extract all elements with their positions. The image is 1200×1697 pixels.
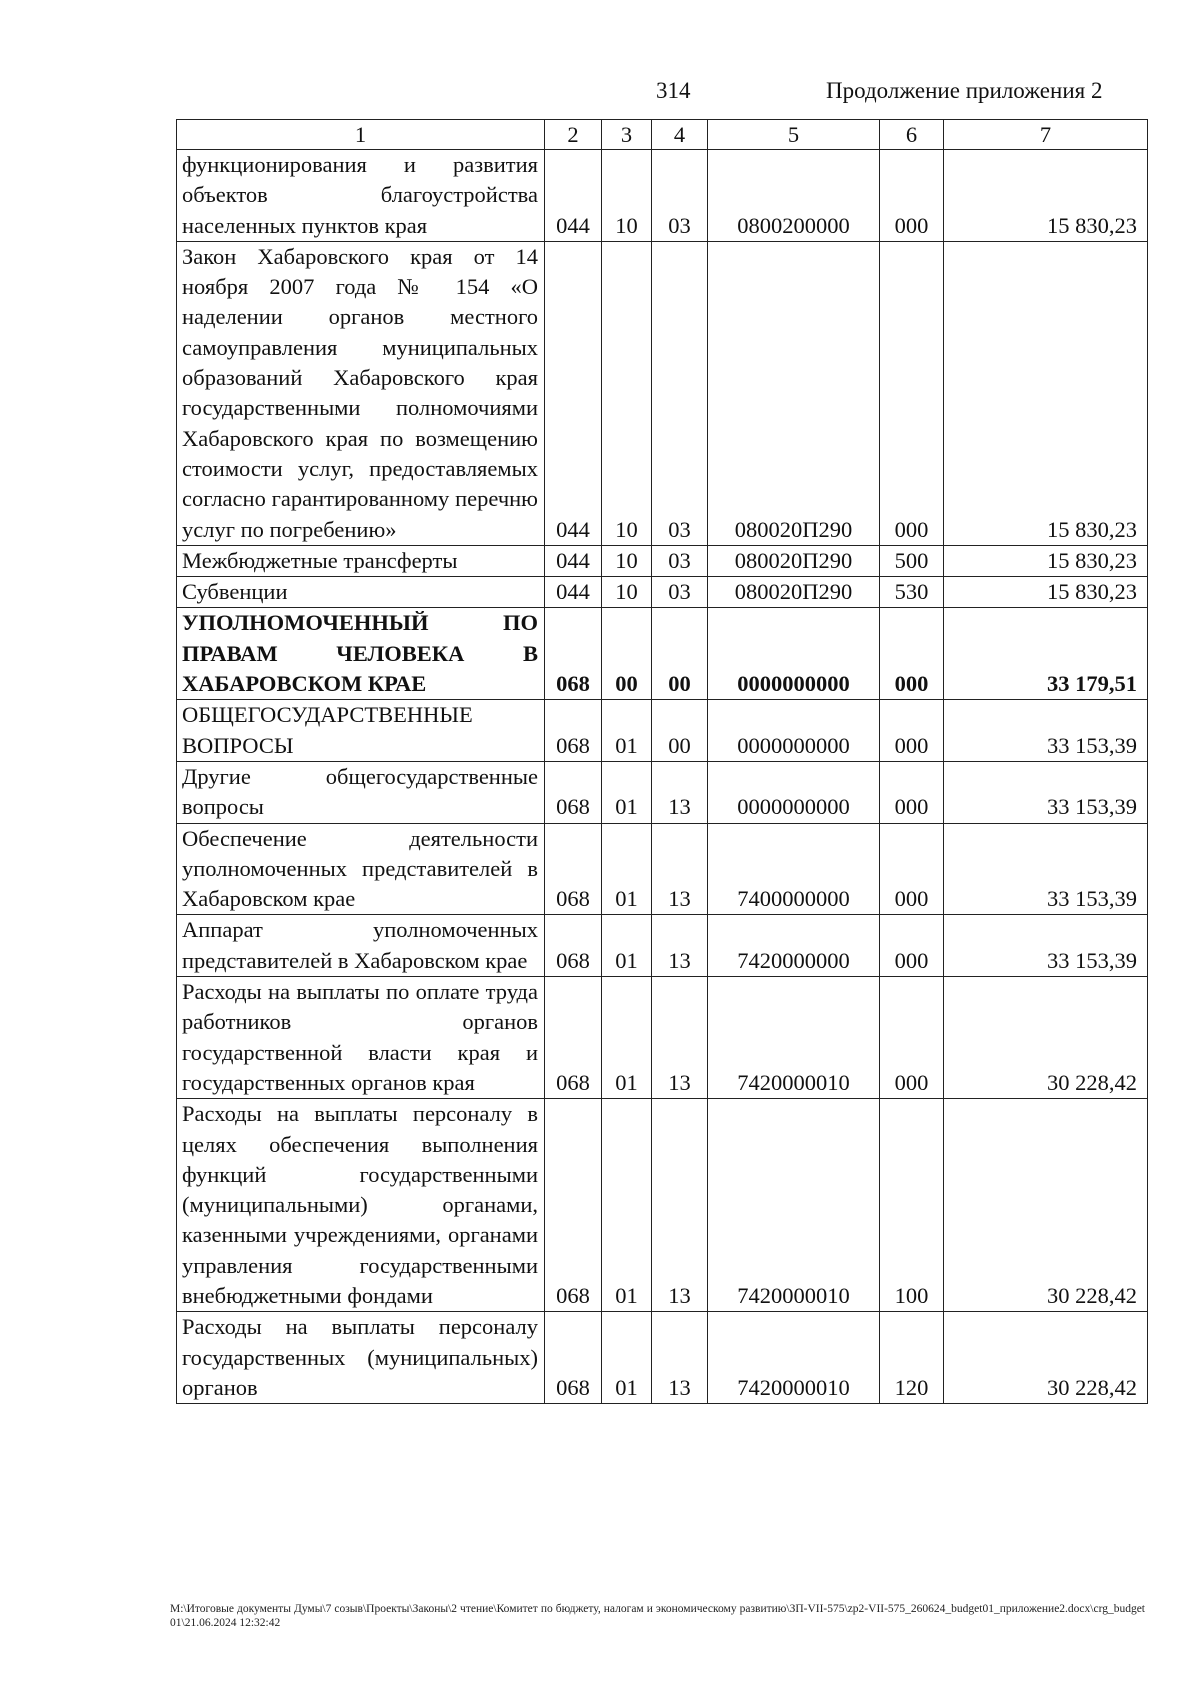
table-row xyxy=(177,823,1148,915)
ved-code: 068 xyxy=(545,1312,602,1404)
section-code: 10 xyxy=(602,150,652,242)
table-row xyxy=(177,545,1148,576)
subsection-code: 03 xyxy=(652,545,708,576)
table-row xyxy=(177,1312,1148,1404)
section-code: 01 xyxy=(602,977,652,1099)
section-code: 01 xyxy=(602,915,652,977)
amount: 33 153,39 xyxy=(944,761,1148,823)
row-name: Другие общегосударственные вопросы xyxy=(177,761,545,823)
target-article-code: 7420000010 xyxy=(708,1312,880,1404)
section-code: 01 xyxy=(602,1099,652,1312)
expense-type-code: 000 xyxy=(880,150,944,242)
row-name: функционирования и развития объектов благоустройства населенных пунктов края xyxy=(177,150,545,242)
table-row xyxy=(177,977,1148,1099)
column-header-row xyxy=(177,120,1148,150)
row-name: Расходы на выплаты по оплате труда работников органов государственной власти края и государственных органов края xyxy=(177,977,545,1099)
amount: 33 153,39 xyxy=(944,915,1148,977)
table-row xyxy=(177,577,1148,608)
target-article-code: 7420000000 xyxy=(708,915,880,977)
subsection-code: 00 xyxy=(652,608,708,700)
expense-type-code: 000 xyxy=(880,761,944,823)
expense-type-code: 100 xyxy=(880,1099,944,1312)
amount: 30 228,42 xyxy=(944,977,1148,1099)
amount: 33 153,39 xyxy=(944,823,1148,915)
column-header: 4 xyxy=(652,120,708,150)
section-code: 01 xyxy=(602,1312,652,1404)
ved-code: 044 xyxy=(545,545,602,576)
ved-code: 044 xyxy=(545,241,602,545)
expense-type-code: 000 xyxy=(880,915,944,977)
expense-type-code: 120 xyxy=(880,1312,944,1404)
table-row xyxy=(177,1099,1148,1312)
target-article-code: 7420000010 xyxy=(708,1099,880,1312)
column-header: 5 xyxy=(708,120,880,150)
expense-type-code: 000 xyxy=(880,700,944,762)
row-name: ОБЩЕГОСУДАРСТВЕННЫЕ ВОПРОСЫ xyxy=(177,700,545,762)
continuation-label: Продолжение приложения 2 xyxy=(826,78,1103,103)
subsection-code: 03 xyxy=(652,241,708,545)
table-row xyxy=(177,761,1148,823)
ved-code: 068 xyxy=(545,700,602,762)
subsection-code: 13 xyxy=(652,1312,708,1404)
target-article-code: 0800200000 xyxy=(708,150,880,242)
table-row-department xyxy=(177,608,1148,700)
subsection-code: 13 xyxy=(652,761,708,823)
column-header: 2 xyxy=(545,120,602,150)
target-article-code: 080020П290 xyxy=(708,545,880,576)
subsection-code: 03 xyxy=(652,150,708,242)
target-article-code: 080020П290 xyxy=(708,577,880,608)
subsection-code: 00 xyxy=(652,700,708,762)
target-article-code: 7400000000 xyxy=(708,823,880,915)
budget-table xyxy=(176,119,1148,1404)
ved-code: 068 xyxy=(545,761,602,823)
amount: 30 228,42 xyxy=(944,1099,1148,1312)
table-row xyxy=(177,915,1148,977)
ved-code: 044 xyxy=(545,577,602,608)
ved-code: 068 xyxy=(545,823,602,915)
expense-type-code: 000 xyxy=(880,241,944,545)
table-row xyxy=(177,150,1148,242)
amount: 15 830,23 xyxy=(944,241,1148,545)
section-code: 10 xyxy=(602,241,652,545)
section-code: 00 xyxy=(602,608,652,700)
target-article-code: 0000000000 xyxy=(708,761,880,823)
ved-code: 068 xyxy=(545,915,602,977)
expense-type-code: 500 xyxy=(880,545,944,576)
row-name: Межбюджетные трансферты xyxy=(177,545,545,576)
amount: 33 179,51 xyxy=(944,608,1148,700)
expense-type-code: 000 xyxy=(880,977,944,1099)
target-article-code: 7420000010 xyxy=(708,977,880,1099)
expense-type-code: 530 xyxy=(880,577,944,608)
subsection-code: 13 xyxy=(652,1099,708,1312)
row-name: Расходы на выплаты персоналу государственных (муниципальных) органов xyxy=(177,1312,545,1404)
amount: 33 153,39 xyxy=(944,700,1148,762)
table-row xyxy=(177,700,1148,762)
amount: 15 830,23 xyxy=(944,577,1148,608)
column-header: 7 xyxy=(944,120,1148,150)
amount: 15 830,23 xyxy=(944,545,1148,576)
page-number: 314 xyxy=(656,78,691,103)
section-code: 01 xyxy=(602,761,652,823)
ved-code: 068 xyxy=(545,1099,602,1312)
section-code: 01 xyxy=(602,823,652,915)
row-name: Закон Хабаровского края от 14 ноября 2007 года № 154 «О наделении органов местного самоуправления муниципальных образований Хабаровского края государственными полномочиями Хабаровского края по возмещению стоимости услуг, предоставляемых согласно гарантированному перечню услуг по погребению» xyxy=(177,241,545,545)
target-article-code: 0000000000 xyxy=(708,608,880,700)
column-header: 3 xyxy=(602,120,652,150)
expense-type-code: 000 xyxy=(880,608,944,700)
document-file-path: М:\Итоговые документы Думы\7 созыв\Проекты\Законы\2 чтение\Комитет по бюджету, налогам и экономическому развитию\ЗП-VII-575\zp2-VII-575_260624_budget01_приложение2.docx\crg_budget01\21.06.2024 12:32:42 xyxy=(170,1603,1145,1629)
amount: 30 228,42 xyxy=(944,1312,1148,1404)
section-code: 10 xyxy=(602,545,652,576)
row-name: УПОЛНОМОЧЕННЫЙ ПО ПРАВАМ ЧЕЛОВЕКА В ХАБАРОВСКОМ КРАЕ xyxy=(177,608,545,700)
ved-code: 068 xyxy=(545,608,602,700)
amount: 15 830,23 xyxy=(944,150,1148,242)
section-code: 01 xyxy=(602,700,652,762)
row-name: Расходы на выплаты персоналу в целях обеспечения выполнения функций государственными (муниципальными) органами, казенными учреждениями, органами управления государственными внебюджетными фондами xyxy=(177,1099,545,1312)
expense-type-code: 000 xyxy=(880,823,944,915)
column-header: 1 xyxy=(177,120,545,150)
section-code: 10 xyxy=(602,577,652,608)
subsection-code: 03 xyxy=(652,577,708,608)
subsection-code: 13 xyxy=(652,977,708,1099)
table-row xyxy=(177,241,1148,545)
row-name: Обеспечение деятельности уполномоченных представителей в Хабаровском крае xyxy=(177,823,545,915)
ved-code: 068 xyxy=(545,977,602,1099)
ved-code: 044 xyxy=(545,150,602,242)
row-name: Субвенции xyxy=(177,577,545,608)
target-article-code: 080020П290 xyxy=(708,241,880,545)
target-article-code: 0000000000 xyxy=(708,700,880,762)
row-name: Аппарат уполномоченных представителей в Хабаровском крае xyxy=(177,915,545,977)
column-header: 6 xyxy=(880,120,944,150)
subsection-code: 13 xyxy=(652,823,708,915)
subsection-code: 13 xyxy=(652,915,708,977)
